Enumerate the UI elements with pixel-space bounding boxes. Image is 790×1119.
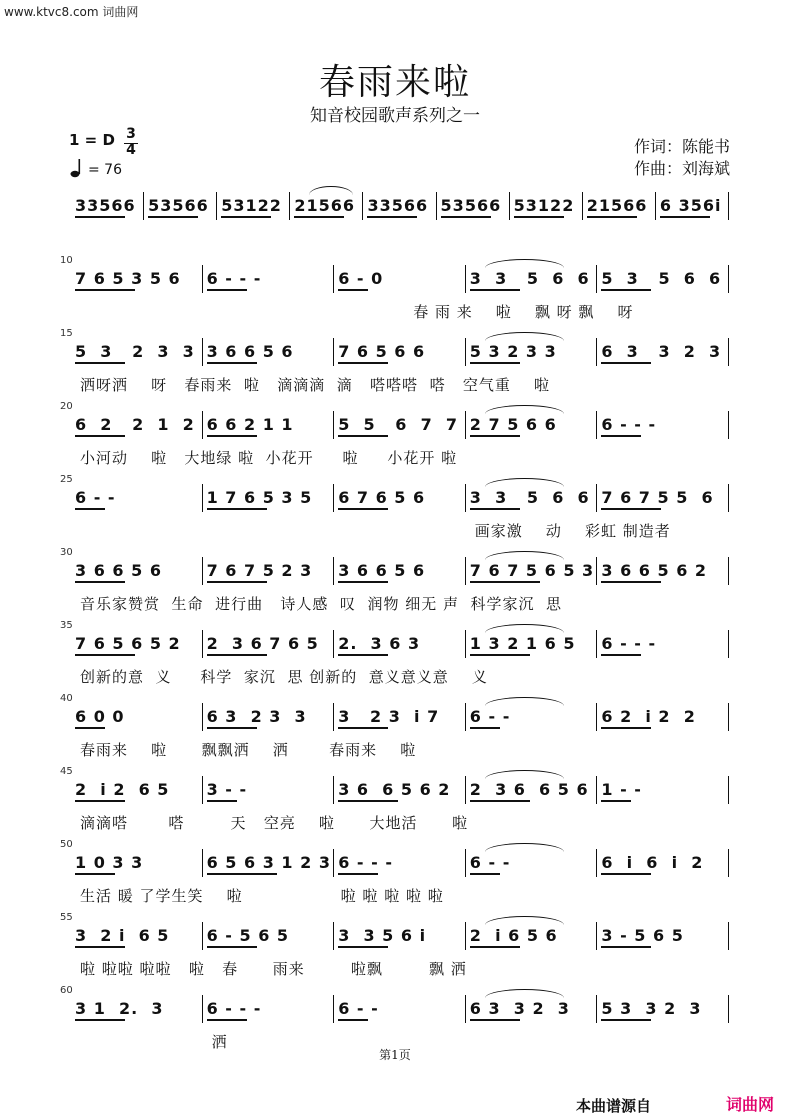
bar-line <box>202 630 203 658</box>
slur <box>309 186 353 195</box>
measure-notes: 2. 3 6 3 <box>338 634 421 653</box>
lyrics-line: 洒 <box>211 1033 228 1051</box>
measure-notes: 6 2 2 1 2 <box>75 415 195 434</box>
measure-notes: 7 6 5 6 6 <box>338 342 426 361</box>
note-beam <box>338 289 368 291</box>
lyrics-line: 生活 暖 了学生笑 啦 啦 啦 啦 啦 啦 <box>80 887 444 905</box>
measure-number: 45 <box>60 766 73 777</box>
measure-notes: 33566 <box>75 196 136 215</box>
lyricist-credit: 作词：陈能书 <box>634 137 731 156</box>
measure-notes: 7 6 5 6 5 2 <box>75 634 181 653</box>
measure-notes: 53566 <box>148 196 209 215</box>
bar-line <box>465 265 466 293</box>
lyrics-line: 小河动 啦 大地绿 啦 小花开 啦 小花开 啦 <box>80 449 458 467</box>
note-beam <box>470 581 540 583</box>
music-system <box>0 328 790 402</box>
bar-line <box>216 192 217 220</box>
measure-notes: 1 0 3 3 <box>75 853 144 872</box>
note-beam <box>601 873 651 875</box>
bar-line <box>465 338 466 366</box>
bar-line <box>728 338 729 366</box>
note-beam <box>207 508 267 510</box>
bar-line <box>202 557 203 585</box>
bar-line <box>465 557 466 585</box>
measure-number: 15 <box>60 328 73 339</box>
measure-notes: 53122 <box>221 196 282 215</box>
note-beam <box>75 727 105 729</box>
measure-notes: 21566 <box>586 196 648 215</box>
note-beam <box>470 654 530 656</box>
bar-line <box>596 338 597 366</box>
note-beam <box>470 289 520 291</box>
slur <box>485 332 564 341</box>
bar-line <box>333 849 334 877</box>
measure-number: 20 <box>60 401 73 412</box>
bar-line <box>333 411 334 439</box>
measure-notes: 33566 <box>367 196 429 215</box>
lyrics-line: 啦 啦啦 啦啦 啦 春 雨来 啦飘 飘 洒 <box>80 960 467 978</box>
measure-notes: 2 3 6 6 5 6 <box>469 780 589 799</box>
music-system <box>0 693 790 767</box>
note-beam <box>338 727 388 729</box>
bar-line <box>202 703 203 731</box>
measure-notes: 6 5 6 3 1 2 3 <box>206 853 331 872</box>
lyrics-line: 洒呀洒 呀 春雨来 啦 滴滴滴 滴 嗒嗒嗒 嗒 空气重 啦 <box>80 376 550 394</box>
slur <box>485 989 564 998</box>
measure-notes: 2 7 5 6 6 <box>469 415 557 434</box>
bar-line <box>596 849 597 877</box>
bar-line <box>202 849 203 877</box>
lyrics-line: 创新的意 义 科学 家沉 思 创新的 意义意义意 义 <box>80 668 488 686</box>
note-beam <box>207 435 257 437</box>
measure-notes: 6 - - - <box>206 999 262 1018</box>
bar-line <box>465 703 466 731</box>
measure-notes: 5 3 2 3 3 <box>75 342 195 361</box>
bar-line <box>202 484 203 512</box>
note-beam <box>338 581 388 583</box>
bar-line <box>333 776 334 804</box>
lyrics-line: 滴滴嗒 嗒 天 空亮 啦 大地活 啦 <box>80 814 469 832</box>
bar-line <box>728 557 729 585</box>
note-beam <box>148 216 198 218</box>
measure-number: 10 <box>60 255 73 266</box>
note-beam <box>601 508 661 510</box>
site-url[interactable]: www.ktvc8.com 词曲网 <box>4 5 139 19</box>
measure-notes: 6 0 0 <box>75 707 125 726</box>
note-beam <box>601 800 631 802</box>
bar-line <box>202 922 203 950</box>
note-beam <box>75 508 105 510</box>
measure-notes: 3 - 5 6 5 <box>601 926 684 945</box>
note-beam <box>338 1019 368 1021</box>
measure-notes: 5 3 2 3 3 <box>469 342 557 361</box>
measure-notes: 7 6 5 3 5 6 <box>75 269 181 288</box>
bar-line <box>202 776 203 804</box>
note-beam <box>75 1019 125 1021</box>
measure-notes: 53566 <box>440 196 502 215</box>
note-beam <box>338 362 388 364</box>
music-system <box>0 255 790 329</box>
measure-notes: 6 - - <box>75 488 116 507</box>
measure-notes: 6 3 3 2 3 <box>469 999 570 1018</box>
measure-notes: 2 i 6 5 6 <box>469 926 558 945</box>
music-system <box>0 839 790 913</box>
note-beam <box>294 216 344 218</box>
note-beam <box>587 216 637 218</box>
bar-line <box>728 995 729 1023</box>
lyrics-line: 春雨来 啦 飘飘洒 洒 春雨来 啦 <box>80 741 417 759</box>
bar-line <box>582 192 583 220</box>
note-beam <box>601 727 651 729</box>
note-beam <box>207 581 267 583</box>
note-beam <box>470 800 530 802</box>
measure-number: 30 <box>60 547 73 558</box>
note-beam <box>441 216 491 218</box>
note-beam <box>75 800 125 802</box>
bar-line <box>728 922 729 950</box>
measure-number: 25 <box>60 474 73 485</box>
time-signature-numerator: 3 <box>126 126 136 142</box>
lyrics-line: 音乐家赞赏 生命 进行曲 诗人感 叹 润物 细无 声 科学家沉 思 <box>80 595 563 613</box>
bar-line <box>436 192 437 220</box>
measure-notes: 3 3 5 6 6 <box>469 488 590 507</box>
bar-line <box>333 557 334 585</box>
measure-notes: 6 i 6 i 2 <box>601 853 704 872</box>
slur <box>485 843 564 852</box>
bar-line <box>465 484 466 512</box>
note-beam <box>221 216 271 218</box>
measure-notes: 5 3 5 6 6 <box>601 269 722 288</box>
measure-notes: 1 - - <box>601 780 642 799</box>
music-system <box>0 401 790 475</box>
bar-line <box>728 265 729 293</box>
bar-line <box>596 995 597 1023</box>
bar-line <box>596 265 597 293</box>
music-system <box>0 186 790 256</box>
lyrics-line: 春 雨 来 啦 飘 呀 飘 呀 <box>413 303 634 321</box>
bar-line <box>333 630 334 658</box>
bar-line <box>333 703 334 731</box>
bar-line <box>465 411 466 439</box>
measure-notes: 6 7 6 5 6 <box>338 488 426 507</box>
note-beam <box>338 508 388 510</box>
tempo-marking: = 76 <box>88 162 122 178</box>
bar-line <box>143 192 144 220</box>
slur <box>485 770 564 779</box>
note-beam <box>470 1019 520 1021</box>
measure-notes: 3 3 5 6 i <box>338 926 427 945</box>
measure-number: 55 <box>60 912 73 923</box>
measure-notes: 1 7 6 5 3 5 <box>206 488 313 507</box>
note-beam <box>367 216 417 218</box>
note-beam <box>75 216 125 218</box>
bar-line <box>202 338 203 366</box>
note-beam <box>75 435 125 437</box>
note-beam <box>338 946 388 948</box>
measure-number: 60 <box>60 985 73 996</box>
measure-notes: 3 6 6 5 6 2 <box>338 780 451 799</box>
note-beam <box>338 654 388 656</box>
page-subtitle: 知音校园歌声系列之一 <box>310 106 480 126</box>
note-beam <box>207 727 257 729</box>
bar-line <box>728 776 729 804</box>
bar-line <box>596 557 597 585</box>
note-beam <box>470 435 520 437</box>
measure-notes: 53122 <box>513 196 575 215</box>
measure-notes: 3 6 6 5 6 2 <box>601 561 708 580</box>
bar-line <box>728 630 729 658</box>
note-beam <box>75 873 115 875</box>
measure-notes: 6 - - - <box>601 415 657 434</box>
measure-notes: 3 6 6 5 6 <box>75 561 162 580</box>
note-beam <box>75 581 125 583</box>
note-beam <box>75 362 125 364</box>
note-beam <box>75 654 135 656</box>
note-beam <box>470 873 500 875</box>
measure-notes: 6 2 i 2 2 <box>601 707 696 726</box>
composer-credit: 作曲：刘海斌 <box>634 159 731 178</box>
bar-line <box>728 484 729 512</box>
bar-line <box>333 484 334 512</box>
note-beam <box>601 946 651 948</box>
bar-line <box>202 411 203 439</box>
note-beam <box>338 800 398 802</box>
note-beam <box>338 435 388 437</box>
bar-line <box>333 995 334 1023</box>
measure-notes: 6 - - - <box>338 853 393 872</box>
note-beam <box>207 873 277 875</box>
measure-notes: 6 3 2 3 3 <box>206 707 307 726</box>
bar-line <box>465 776 466 804</box>
note-beam <box>207 800 237 802</box>
measure-notes: 3 6 6 5 6 <box>206 342 294 361</box>
bar-line <box>728 192 729 220</box>
note-beam <box>75 289 135 291</box>
slur <box>485 624 564 633</box>
note-beam <box>470 946 520 948</box>
bar-line <box>465 630 466 658</box>
bar-line <box>333 338 334 366</box>
music-system <box>0 912 790 986</box>
note-beam <box>601 581 661 583</box>
measure-notes: 2 i 2 6 5 <box>75 780 170 799</box>
slur <box>485 478 564 487</box>
measure-number: 50 <box>60 839 73 850</box>
note-beam <box>207 654 267 656</box>
note-beam <box>601 654 641 656</box>
measure-notes: 3 1 2. 3 <box>75 999 164 1018</box>
note-beam <box>470 508 520 510</box>
bar-line <box>202 265 203 293</box>
bar-line <box>655 192 656 220</box>
measure-number: 40 <box>60 693 73 704</box>
note-beam <box>514 216 564 218</box>
bar-line <box>596 703 597 731</box>
bar-line <box>728 849 729 877</box>
bar-line <box>596 776 597 804</box>
music-system <box>0 547 790 621</box>
measure-notes: 3 6 6 5 6 <box>338 561 426 580</box>
source-logo[interactable]: 词曲网 <box>716 1091 784 1115</box>
measure-notes: 7 6 7 5 6 5 3 <box>469 561 595 580</box>
bar-line <box>728 703 729 731</box>
bar-line <box>465 995 466 1023</box>
slur <box>485 697 564 706</box>
bar-line <box>333 265 334 293</box>
measure-notes: 3 2 i 6 5 <box>75 926 170 945</box>
measure-notes: 3 3 5 6 6 <box>469 269 590 288</box>
note-beam <box>207 1019 247 1021</box>
measure-notes: 6 - - <box>338 999 379 1018</box>
quarter-note-icon <box>70 158 84 178</box>
measure-notes: 6 - - <box>469 853 511 872</box>
note-beam <box>660 216 710 218</box>
bar-line <box>465 922 466 950</box>
measure-notes: 7 6 7 5 5 6 <box>601 488 714 507</box>
slur <box>485 916 564 925</box>
measure-notes: 2 3 6 7 6 5 <box>206 634 319 653</box>
measure-notes: 6 6 2 1 1 <box>206 415 294 434</box>
source-label: 本曲谱源自 <box>576 1097 652 1115</box>
measure-notes: 6 - 5 6 5 <box>206 926 290 945</box>
note-beam <box>207 362 257 364</box>
measure-number: 35 <box>60 620 73 631</box>
measure-notes: 6 - - - <box>206 269 262 288</box>
measure-notes: 6 - - <box>469 707 511 726</box>
music-system <box>0 620 790 694</box>
bar-line <box>596 630 597 658</box>
note-beam <box>601 289 651 291</box>
note-beam <box>207 289 247 291</box>
measure-notes: 5 5 6 7 7 <box>338 415 458 434</box>
slur <box>485 405 564 414</box>
bar-line <box>362 192 363 220</box>
bar-line <box>333 922 334 950</box>
music-system <box>0 474 790 548</box>
page-number: 第1页 <box>379 1048 411 1062</box>
time-signature-denominator: 4 <box>126 142 136 158</box>
music-system <box>0 766 790 840</box>
measure-notes: 6 3 3 2 3 <box>601 342 722 361</box>
measure-notes: 5 3 3 2 3 <box>601 999 702 1018</box>
bar-line <box>289 192 290 220</box>
measure-notes: 6 356i <box>659 196 722 215</box>
bar-line <box>728 411 729 439</box>
note-beam <box>470 727 500 729</box>
bar-line <box>596 484 597 512</box>
measure-notes: 3 - - <box>206 780 248 799</box>
bar-line <box>509 192 510 220</box>
measure-notes: 1 3 2 1 6 5 <box>469 634 576 653</box>
note-beam <box>601 1019 651 1021</box>
note-beam <box>601 362 651 364</box>
measure-notes: 6 - 0 <box>338 269 384 288</box>
key-signature: 1 = D <box>69 131 115 149</box>
bar-line <box>596 922 597 950</box>
measure-notes: 7 6 7 5 2 3 <box>206 561 313 580</box>
measure-notes: 21566 <box>294 196 355 215</box>
bar-line <box>596 411 597 439</box>
lyrics-line: 画家激 动 彩虹 制造者 <box>474 522 671 540</box>
note-beam <box>470 362 520 364</box>
slur <box>485 259 564 268</box>
bar-line <box>465 849 466 877</box>
measure-notes: 6 - - - <box>601 634 657 653</box>
bar-line <box>202 995 203 1023</box>
note-beam <box>207 946 257 948</box>
note-beam <box>601 435 641 437</box>
note-beam <box>338 873 378 875</box>
note-beam <box>75 946 125 948</box>
page-title: 春雨来啦 <box>318 62 471 103</box>
slur <box>485 551 564 560</box>
measure-notes: 3 2 3 i 7 <box>338 707 440 726</box>
